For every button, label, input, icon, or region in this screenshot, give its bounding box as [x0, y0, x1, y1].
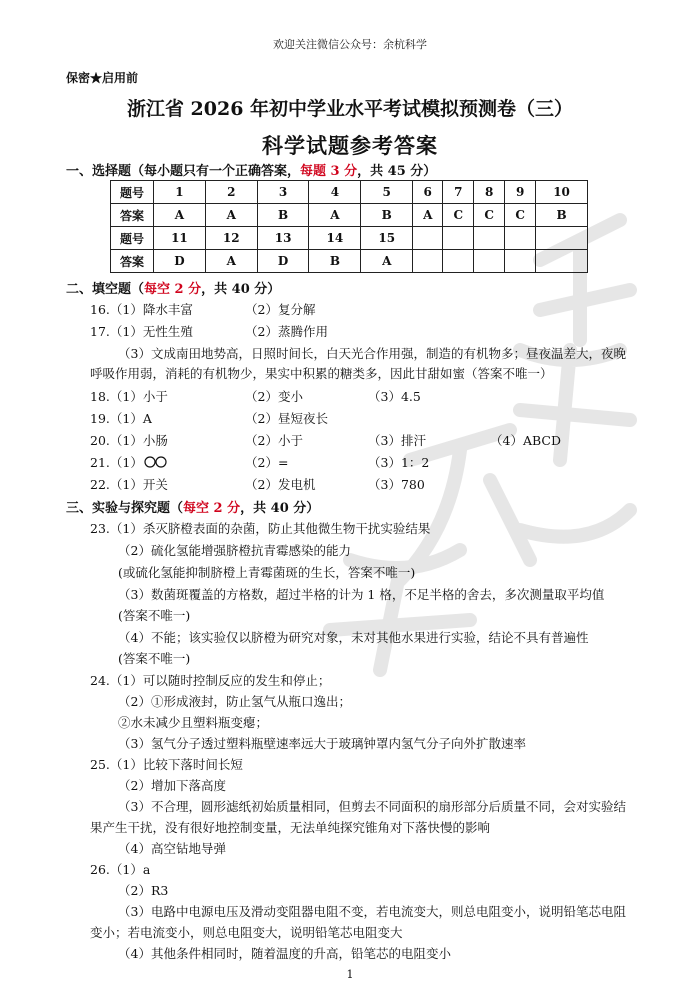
table-cell — [443, 250, 474, 273]
answer-22-3: （3）780 — [368, 477, 425, 492]
table-cell — [474, 250, 505, 273]
answer-21-1 — [90, 453, 169, 471]
table-cell: D — [154, 250, 206, 273]
answer-25-line: （3）不合理，圆形滤纸初始质量相同，但剪去不同面积的扇形部分后质量不同，会对实验结 — [118, 799, 626, 814]
answer-table — [110, 180, 588, 273]
answer-24-line: （2）①形成液封，防止氢气从瓶口逸出； — [118, 694, 351, 709]
section-label: 一、选择题（每小题只有一个正确答案， — [66, 164, 301, 179]
answer-23-line: (答案不唯一) — [118, 651, 191, 666]
answer-22-2: （2）发电机 — [245, 477, 316, 492]
table-row-header: 答案 — [111, 250, 154, 273]
table-row-header: 答案 — [111, 204, 154, 227]
answer-21-3: （3）1：2 — [368, 455, 430, 470]
table-cell — [413, 227, 443, 250]
table-cell: B — [361, 204, 413, 227]
answer-24-line: 24.（1）可以随时控制反应的发生和停止； — [90, 673, 331, 688]
answer-17-3-line2: 呼吸作用弱，消耗的有机物少，果实中积累的糖类多，因此甘甜如蜜（答案不唯一） — [90, 366, 553, 381]
table-row — [111, 227, 588, 250]
answer-20-3: （3）排汗 — [368, 433, 426, 448]
table-cell: B — [536, 204, 588, 227]
answer-26-line: （4）其他条件相同时，随着温度的升高，铅笔芯的电阻变小 — [118, 946, 451, 961]
table-cell: B — [309, 250, 361, 273]
answer-25-line: 果产生干扰，没有很好地控制变量，无法单纯探究锥角对下落快慢的影响 — [90, 820, 491, 835]
table-row — [111, 250, 588, 273]
table-cell — [413, 250, 443, 273]
table-cell: D — [257, 250, 309, 273]
page-title: 浙江省 2026 年初中学业水平考试模拟预测卷（三） — [126, 98, 574, 120]
answer-20-2: （2）小于 — [245, 433, 303, 448]
page-number: 1 — [346, 968, 354, 981]
header-note: 欢迎关注微信公众号：余杭科学 — [273, 38, 427, 51]
answer-25-line: 25.（1）比较下落时间长短 — [90, 757, 243, 772]
answer-17-2: （2）蒸腾作用 — [245, 324, 328, 339]
table-cell: 7 — [443, 181, 474, 204]
table-cell: 12 — [205, 227, 257, 250]
page-subtitle: 科学试题参考答案 — [262, 133, 438, 158]
answer-22-1: 22.（1）开关 — [90, 477, 168, 492]
table-cell: C — [443, 204, 474, 227]
table-cell: 5 — [361, 181, 413, 204]
table-cell: B — [257, 204, 309, 227]
section-total: ，共 45 分） — [357, 164, 437, 179]
table-cell: A — [361, 250, 413, 273]
section-label: 三、实验与探究题（ — [66, 501, 184, 516]
answer-16-2: （2）复分解 — [245, 302, 316, 317]
table-row — [111, 181, 588, 204]
answer-19-2: （2）昼短夜长 — [245, 411, 328, 426]
score-highlight: 每题 3 分 — [300, 164, 358, 179]
section-total: ，共 40 分） — [201, 282, 281, 297]
table-cell: 4 — [309, 181, 361, 204]
answer-21-2: （2）= — [245, 455, 289, 470]
table-cell — [505, 250, 536, 273]
table-cell: 9 — [505, 181, 536, 204]
answer-23-line: 23.（1）杀灭脐橙表面的杂菌，防止其他微生物干扰实验结果 — [90, 521, 431, 536]
table-row — [111, 204, 588, 227]
table-cell: 8 — [474, 181, 505, 204]
table-cell — [505, 227, 536, 250]
table-cell — [443, 227, 474, 250]
table-cell — [536, 227, 588, 250]
table-cell: A — [205, 204, 257, 227]
answer-26-line: 26.（1）a — [90, 862, 151, 877]
answer-23-line: （3）数菌斑覆盖的方格数，超过半格的计为 1 格，不足半格的舍去，多次测量取平均值 — [118, 587, 605, 602]
answer-23-line: (答案不唯一) — [118, 608, 191, 623]
table-cell: 6 — [413, 181, 443, 204]
table-cell — [536, 250, 588, 273]
table-cell: 1 — [154, 181, 206, 204]
section-heading-experiment — [66, 497, 319, 516]
table-row-header: 题号 — [111, 227, 154, 250]
answer-18-2: （2）变小 — [245, 389, 303, 404]
table-cell — [474, 227, 505, 250]
table-row-header: 题号 — [111, 181, 154, 204]
answer-17-3-line1: （3）文成南田地势高，日照时间长，白天光合作用强，制造的有机物多；昼夜温差大，夜晚 — [118, 346, 626, 361]
table-cell: A — [154, 204, 206, 227]
answer-18-1: 18.（1）小于 — [90, 389, 168, 404]
answer-20-4: （4）ABCD — [490, 433, 561, 448]
answer-19-1: 19.（1）A — [90, 411, 152, 426]
answer-25-line: （4）高空钻地导弹 — [118, 841, 226, 856]
table-cell: 2 — [205, 181, 257, 204]
answer-20-1: 20.（1）小肠 — [90, 433, 168, 448]
score-highlight: 每空 2 分 — [183, 501, 241, 516]
answer-18-3: （3）4.5 — [368, 389, 421, 404]
table-cell: A — [309, 204, 361, 227]
answer-23-line: (或硫化氢能抑制脐橙上青霉菌斑的生长，答案不唯一) — [118, 565, 416, 580]
table-cell: 15 — [361, 227, 413, 250]
answer-24-line: ②水未减少且塑料瓶变瘪； — [118, 715, 269, 730]
answer-17-1: 17.（1）无性生殖 — [90, 324, 193, 339]
double-circle-symbol — [143, 456, 169, 468]
table-cell: A — [205, 250, 257, 273]
answer-23-line: （4）不能；该实验仅以脐橙为研究对象，未对其他水果进行实验，结论不具有普遍性 — [118, 630, 589, 645]
answer-24-line: （3）氢气分子透过塑料瓶壁速率远大于玻璃钟罩内氢气分子向外扩散速率 — [118, 736, 526, 751]
section-heading-choice — [66, 160, 436, 179]
section-total: ，共 40 分） — [240, 501, 320, 516]
answer-21-1-label: 21.（1） — [90, 455, 143, 470]
score-highlight: 每空 2 分 — [144, 282, 202, 297]
answer-26-line: 变小；若电流变小，则总电阻变大，说明铅笔芯电阻变大 — [90, 925, 403, 940]
table-cell: A — [413, 204, 443, 227]
answer-23-line: （2）硫化氢能增强脐橙抗青霉感染的能力 — [118, 543, 351, 558]
answer-16-1: 16.（1）降水丰富 — [90, 302, 193, 317]
table-cell: 14 — [309, 227, 361, 250]
answer-26-line: （2）R3 — [118, 883, 169, 898]
section-label: 二、填空题（ — [66, 282, 145, 297]
answer-25-line: （2）增加下落高度 — [118, 778, 226, 793]
table-cell: C — [505, 204, 536, 227]
table-cell: 11 — [154, 227, 206, 250]
table-cell: 10 — [536, 181, 588, 204]
table-cell: 13 — [257, 227, 309, 250]
table-cell: 3 — [257, 181, 309, 204]
table-cell: C — [474, 204, 505, 227]
section-heading-fill — [66, 278, 280, 297]
confidential-mark: 保密★启用前 — [66, 71, 139, 85]
answer-26-line: （3）电路中电源电压及滑动变阻器电阻不变，若电流变大，则总电阻变小，说明铅笔芯电阻 — [118, 904, 626, 919]
